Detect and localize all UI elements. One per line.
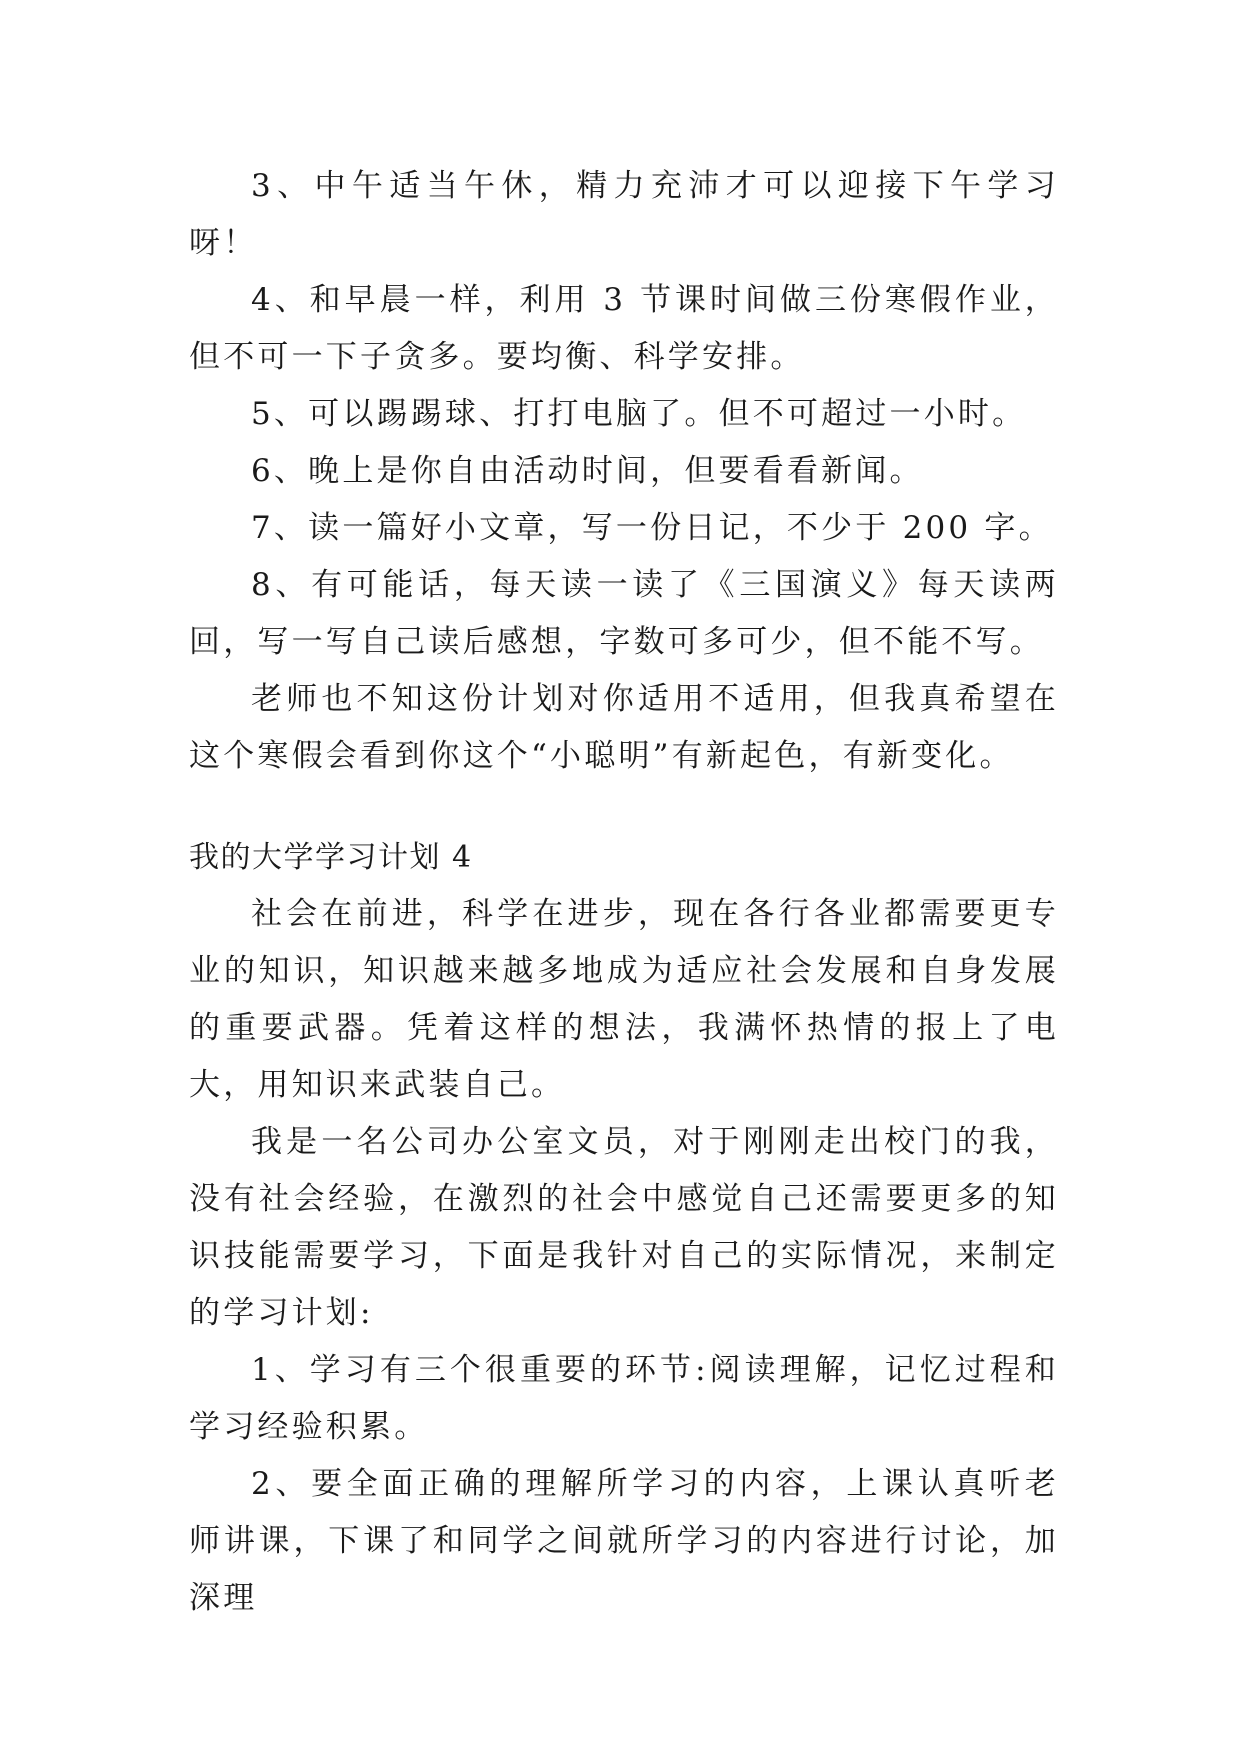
- closing-paragraph: 老师也不知这份计划对你适用不适用，但我真希望在这个寒假会看到你这个“小聪明”有新起色，有新变化。: [189, 681, 1059, 774]
- list-item: 2、要全面正确的理解所学习的内容，上课认真听老师讲课，下课了和同学之间就所学习的内容进行讨论，加深理: [189, 1466, 1059, 1616]
- list-item: 6、晚上是你自由活动时间，但要看看新闻。: [251, 453, 924, 489]
- body-paragraph: 社会在前进，科学在进步，现在各行各业都需要更专业的知识，知识越来越多地成为适应社会发展和自身发展的重要武器。凭着这样的想法，我满怀热情的报上了电大，用知识来武装自己。: [189, 896, 1059, 1103]
- list-item: 4、和早晨一样，利用 3 节课时间做三份寒假作业，但不可一下子贪多。要均衡、科学安排。: [189, 282, 1059, 375]
- list-item: 3、中午适当午休，精力充沛才可以迎接下午学习呀！: [189, 168, 1059, 261]
- body-paragraph: 我是一名公司办公室文员，对于刚刚走出校门的我，没有社会经验，在激烈的社会中感觉自己还需要更多的知识技能需要学习，下面是我针对自己的实际情况，来制定的学习计划:: [189, 1124, 1059, 1331]
- list-item: 5、可以踢踢球、打打电脑了。但不可超过一小时。: [251, 396, 1027, 432]
- document-body: [189, 158, 1059, 1627]
- section-heading: 我的大学学习计划 4: [189, 840, 473, 875]
- list-item: 7、读一篇好小文章，写一份日记，不少于 200 字。: [251, 510, 1053, 546]
- list-item: 1、学习有三个很重要的环节:阅读理解，记忆过程和学习经验积累。: [189, 1352, 1059, 1445]
- list-item: 8、有可能话，每天读一读了《三国演义》每天读两回，写一写自己读后感想，字数可多可少，但不能不写。: [189, 567, 1059, 660]
